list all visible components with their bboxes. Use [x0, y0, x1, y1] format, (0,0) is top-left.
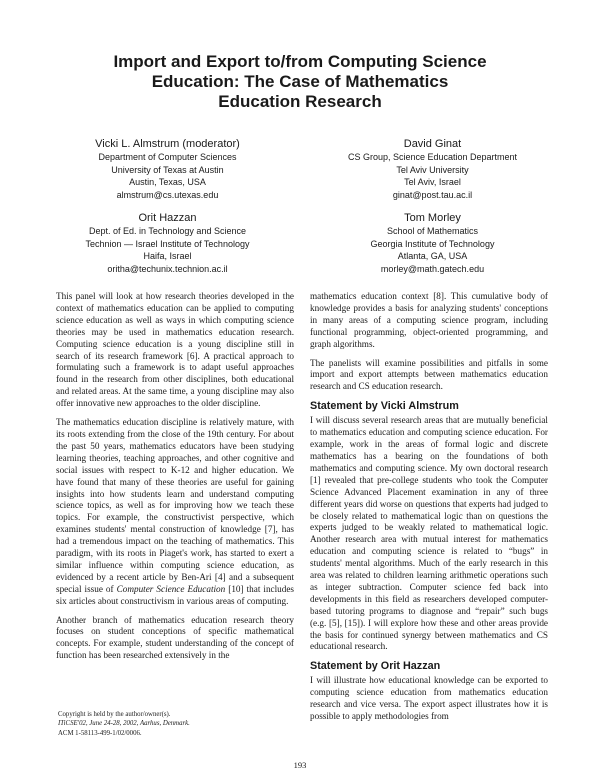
body-paragraph: I will discuss several research areas that are mutually beneficial to mathematics education and computing science education. For example, work in the areas of formal logic and discrete mathematics has a bearing on the foundations of both mathematics and computing science. My own doctoral research [1] revealed that pre-college students who took the Computer Science Advanced Placement examination in any of three different years did worse on questions that experts had judged to be closely related to mathematical logic than on questions the experts judged to be weakly related to mathematical logic. Another research area with mutual interest for mathematics education and computing science is related to “bugs” in students' mental algorithms. Much of the early research in this area was related to children learning arithmetic operations such as integer subtraction. Computer science fed back into developments in this field as researchers developed computer-based tutoring programs to diagnose and “repair” such bugs (e.g. [5], [15]). I will explore how these and other areas provide the basis for continued synergy between mathematics and CS educational research. — [310, 415, 548, 652]
author-block-ginat — [320, 137, 545, 201]
page-number: 193 — [293, 760, 307, 770]
author-name: Tom Morley — [404, 212, 461, 224]
author-affiliation: Tel Aviv University — [396, 164, 469, 175]
body-paragraph: I will illustrate how educational knowledge can be exported to computing science education from mathematics education research and vice versa. The export aspect illustrates how it is possible to apply methodologies from — [310, 675, 548, 722]
journal-title: Computer Science Education — [116, 583, 226, 594]
paper-title — [0, 52, 600, 112]
author-affiliation: School of Mathematics — [386, 226, 479, 236]
author-location: Atlanta, GA, USA — [397, 251, 468, 262]
body-paragraph: The panelists will examine possibilities and pitfalls in some import and export attempts between mathematics education research and CS education research. — [310, 357, 548, 392]
author-affiliation: University of Texas at Austin — [111, 164, 224, 175]
author-email: ginat@post.tau.ac.il — [392, 189, 473, 200]
author-affiliation: Dept. of Ed. in Technology and Science — [89, 226, 246, 236]
title-line: Education: The Case of Mathematics — [151, 72, 449, 91]
body-text: The mathematics education discipline is relatively mature, with its roots extending from the close of the 19th century. For about the past 50 years, mathematics educators have been studying learning theories, teaching approaches, and other cognitive and social issues with respect to K-12 and higher education. We have found that many of these theories are useful for gaining insights into how students learn and understand computing science topics, as well as for improving how we teach these topics. For example, the constructivist perspective, which examines students' mental construction of knowledge [7], has had a tremendous impact on the teaching of mathematics. This paradigm, with its roots in Piaget's work, has started to exert a similar influence within computing science education, as evidenced by a recent article by Ben-Ari [4] and a subsequent special issue of — [56, 417, 294, 594]
section-heading: Statement by Vicki Almstrum — [310, 400, 459, 413]
body-paragraph: Another branch of mathematics education research theory focuses on student conceptions of specific mathematical concepts. For example, student understanding of the concept of function has been researched extensively in the — [56, 614, 294, 661]
title-line: Education Research — [218, 92, 382, 111]
body-paragraph — [56, 417, 294, 608]
section-heading: Statement by Orit Hazzan — [310, 660, 441, 673]
title-line: Import and Export to/from Computing Science — [113, 52, 487, 71]
author-name: Vicki L. Almstrum (moderator) — [95, 138, 240, 150]
author-email: oritha@techunix.technion.ac.il — [107, 263, 228, 274]
body-paragraph: mathematics education context [8]. This cumulative body of knowledge provides a basis for analyzing students' conceptions in many areas of a computing science program, including functional programming, object-oriented programming, and graph algorithms. — [310, 291, 548, 349]
author-location: Austin, Texas, USA — [129, 177, 206, 188]
author-block-hazzan — [45, 211, 290, 275]
author-affiliation: Department of Computer Sciences — [98, 152, 237, 162]
author-email: morley@math.gatech.edu — [380, 263, 485, 274]
copyright-footnote — [58, 710, 288, 738]
author-affiliation: Georgia Institute of Technology — [370, 238, 495, 249]
abstract-paragraph: This panel will look at how research theories developed in the context of mathematics education can be applied to computing science education as well as ways in which computing science theories may be used in mathematics education research. Computing science education is a young discipline still in search of its research framework [6]. A practical approach to formulating such a framework is to adapt useful approaches found in the research from other disciplines, both educational and related areas. At the same time, a young discipline may also offer innovative new approaches to the older discipline. — [56, 291, 294, 409]
author-email: almstrum@cs.utexas.edu — [116, 189, 219, 200]
author-affiliation: CS Group, Science Education Department — [347, 152, 518, 162]
author-name: Orit Hazzan — [138, 212, 197, 224]
author-location: Tel Aviv, Israel — [404, 177, 461, 188]
right-column — [310, 291, 548, 730]
author-block-almstrum — [55, 137, 280, 201]
author-location: Haifa, Israel — [143, 251, 192, 262]
author-block-morley — [320, 211, 545, 275]
footnote-line: Copyright is held by the author/owner(s). — [58, 711, 171, 718]
author-affiliation: Technion — Israel Institute of Technology — [85, 238, 250, 249]
left-column — [56, 291, 294, 669]
body-text: [10] that includes six articles about constructivism in various areas of computing. — [56, 583, 295, 606]
author-name: David Ginat — [403, 138, 462, 150]
footnote-line: ITiCSE'02, June 24-28, 2002, Aarhus, Denmark. — [58, 720, 190, 728]
footnote-line: ACM 1-58113-499-1/02/0006. — [58, 729, 142, 737]
